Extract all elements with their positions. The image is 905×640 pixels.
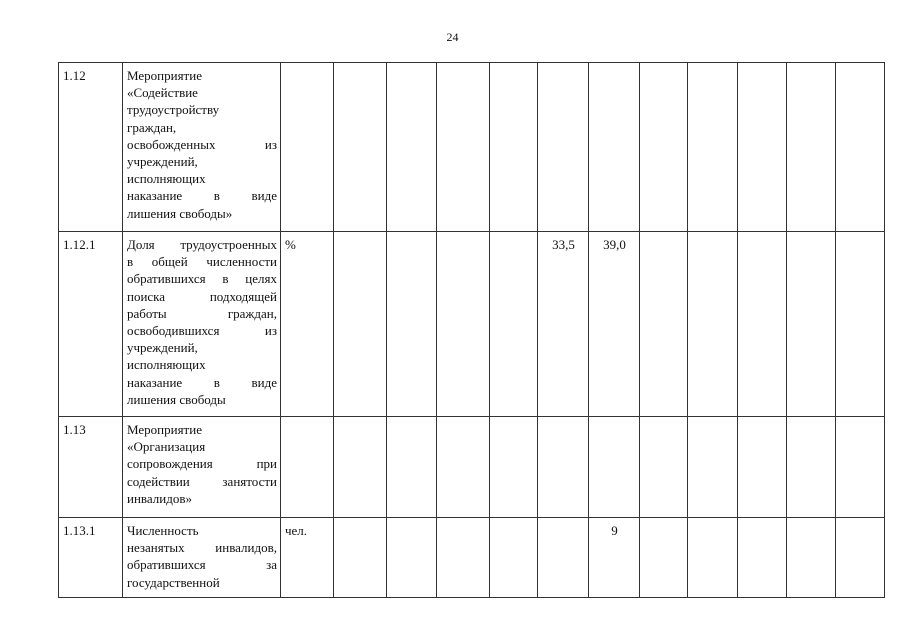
- description-line: освобожденных из: [127, 136, 277, 152]
- table-row: [59, 232, 885, 417]
- value-cell: [589, 417, 640, 518]
- value-cell: [538, 63, 589, 232]
- description-line: «Организация: [127, 439, 206, 455]
- description-line: обратившихся в целях: [127, 271, 277, 287]
- value-cell: [688, 417, 738, 518]
- value-cell: [787, 63, 836, 232]
- unit-cell: [281, 63, 334, 232]
- value-cell: [490, 518, 538, 598]
- value-cell: 39,0: [589, 232, 640, 417]
- table-row: [59, 518, 885, 598]
- value-cell: [738, 417, 787, 518]
- value-cell: [688, 63, 738, 232]
- table-row: [59, 63, 885, 232]
- description-line: незанятых инвалидов,: [127, 540, 277, 556]
- row-number-cell: 1.12: [59, 63, 123, 232]
- description-line: инвалидов»: [127, 490, 192, 506]
- description-cell: [123, 232, 281, 417]
- value-cell: [738, 232, 787, 417]
- description-line: обратившихся за: [127, 557, 277, 573]
- description-line: Численность: [127, 523, 199, 538]
- value-cell: [640, 417, 688, 518]
- description-line: учреждений,: [127, 154, 198, 170]
- description-line: трудоустройству: [127, 102, 220, 118]
- value-cell: [787, 232, 836, 417]
- description-line: исполняющих: [127, 171, 206, 187]
- description-line: работы граждан,: [127, 305, 277, 321]
- description-line: Мероприятие: [127, 68, 202, 83]
- description-line: государственной: [127, 574, 220, 590]
- value-cell: [836, 63, 885, 232]
- value-cell: [836, 417, 885, 518]
- value-cell: [387, 417, 437, 518]
- value-cell: [787, 417, 836, 518]
- description-line: в общей численности: [127, 254, 277, 270]
- value-cell: [538, 518, 589, 598]
- value-cell: [334, 232, 387, 417]
- value-cell: 33,5: [538, 232, 589, 417]
- value-cell: [538, 417, 589, 518]
- row-number-cell: 1.12.1: [59, 232, 123, 417]
- value-cell: [490, 232, 538, 417]
- description-line: Мероприятие: [127, 422, 202, 437]
- description-line: содействии занятости: [127, 473, 277, 489]
- value-cell: [640, 518, 688, 598]
- row-number-cell: 1.13: [59, 417, 123, 518]
- value-cell: [334, 518, 387, 598]
- description-line: лишения свободы»: [127, 205, 233, 221]
- value-cell: [738, 518, 787, 598]
- value-cell: [334, 63, 387, 232]
- description-cell: [123, 417, 281, 518]
- description-line: освободившихся из: [127, 323, 277, 339]
- description-cell: [123, 518, 281, 598]
- indicators-table: [58, 62, 885, 598]
- value-cell: [589, 63, 640, 232]
- value-cell: [738, 63, 787, 232]
- value-cell: [836, 518, 885, 598]
- description-line: граждан,: [127, 119, 177, 135]
- description-line: «Содействие: [127, 85, 198, 101]
- value-cell: [437, 518, 490, 598]
- value-cell: [387, 63, 437, 232]
- description-line: Доля трудоустроенных: [127, 237, 277, 252]
- value-cell: [490, 417, 538, 518]
- value-cell: [688, 232, 738, 417]
- value-cell: [334, 417, 387, 518]
- description-line: наказание в виде: [127, 188, 277, 204]
- page-number: 24: [446, 30, 459, 44]
- unit-cell: чел.: [281, 518, 334, 598]
- description-line: наказание в виде: [127, 374, 277, 390]
- description-line: лишения свободы: [127, 391, 226, 407]
- value-cell: 9: [589, 518, 640, 598]
- table-row: [59, 417, 885, 518]
- value-cell: [640, 232, 688, 417]
- value-cell: [387, 232, 437, 417]
- value-cell: [787, 518, 836, 598]
- value-cell: [437, 232, 490, 417]
- description-line: поиска подходящей: [127, 288, 277, 304]
- description-line: исполняющих: [127, 357, 206, 373]
- unit-cell: %: [281, 232, 334, 417]
- description-line: учреждений,: [127, 340, 198, 356]
- value-cell: [437, 63, 490, 232]
- description-line: сопровождения при: [127, 456, 277, 472]
- row-number-cell: 1.13.1: [59, 518, 123, 598]
- value-cell: [836, 232, 885, 417]
- value-cell: [490, 63, 538, 232]
- value-cell: [387, 518, 437, 598]
- value-cell: [640, 63, 688, 232]
- unit-cell: [281, 417, 334, 518]
- value-cell: [437, 417, 490, 518]
- value-cell: [688, 518, 738, 598]
- description-cell: [123, 63, 281, 232]
